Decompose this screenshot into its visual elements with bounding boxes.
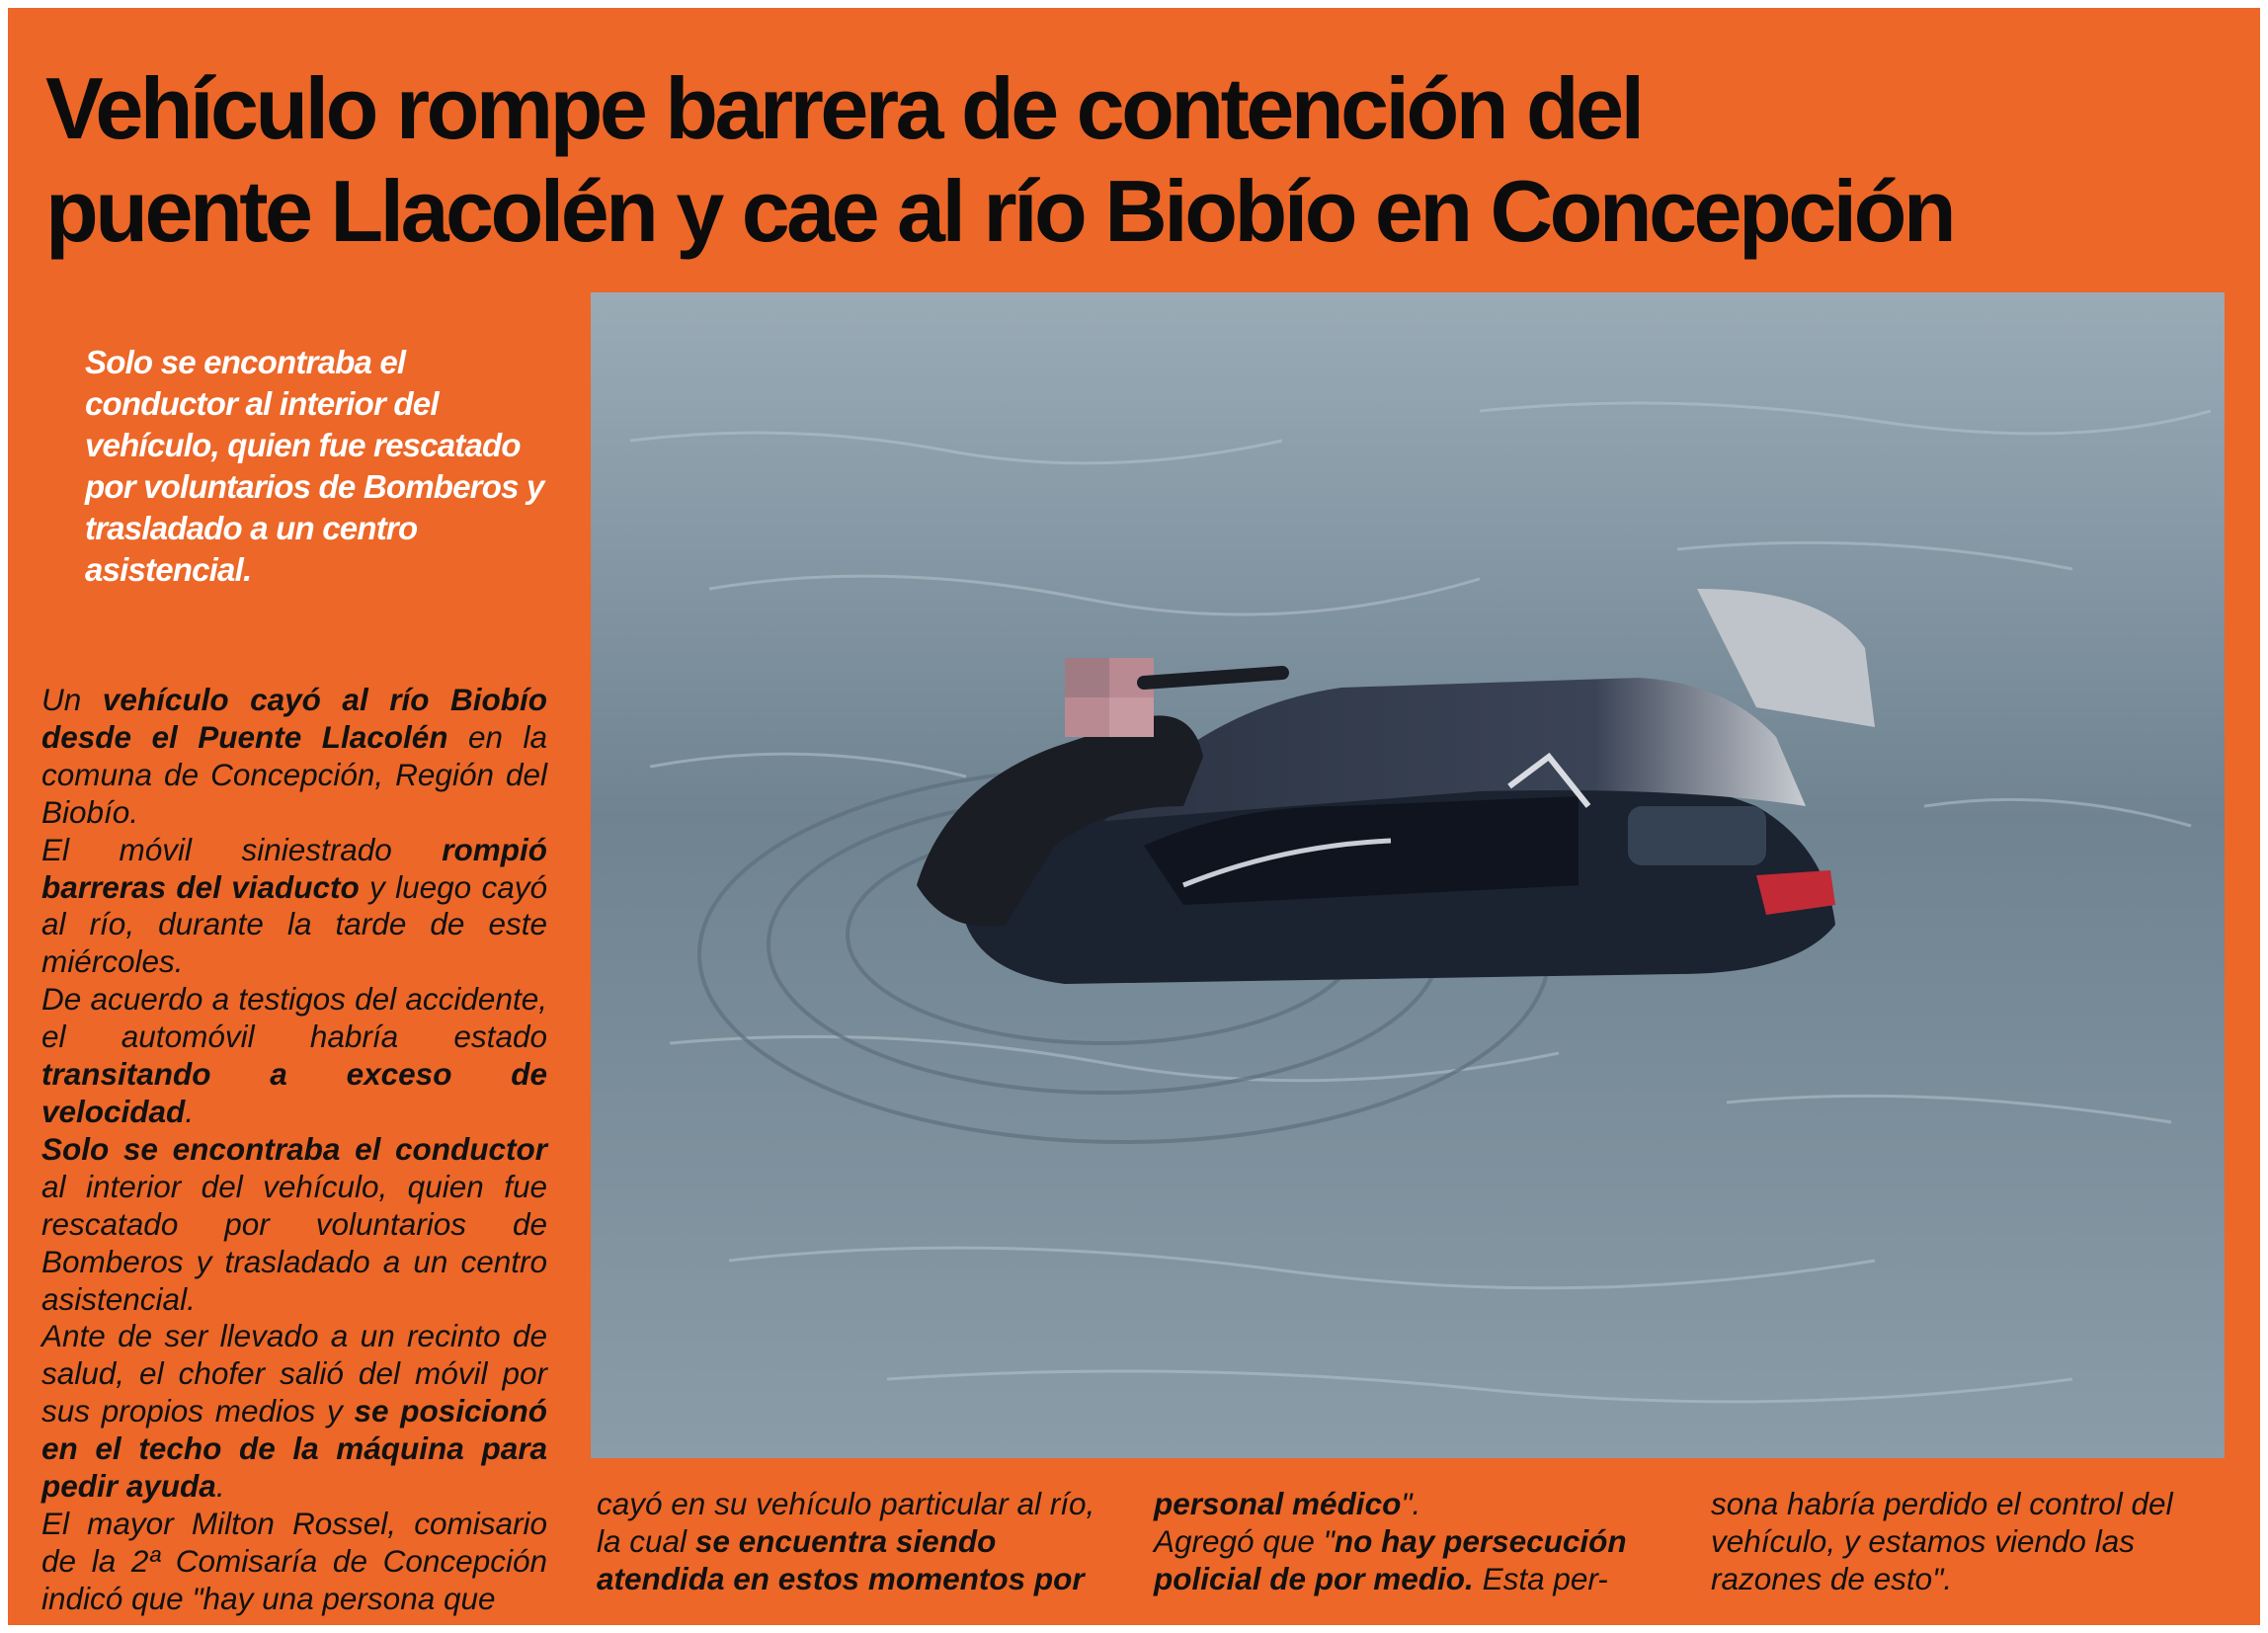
body-paragraph-col2: cayó en su vehículo particular al río, la cual se encuentra siendo atendida en estos momentos por xyxy=(597,1486,1095,1596)
headline-line-2: puente Llacolén y cae al río Biobío en Concepción xyxy=(45,162,1954,260)
body-paragraph-4: Solo se encontraba el conductor al interior del vehículo, quien fue rescatado por voluntarios de Bomberos y trasladado a un centro asistencial. xyxy=(41,1130,547,1317)
body-paragraph-1: Un vehículo cayó al río Biobío desde el Puente Llacolén en la comuna de Concepción, Región del Biobío. xyxy=(41,682,547,830)
body-paragraph-3: De acuerdo a testigos del accidente, el automóvil habría estado transitando a exceso de velocidad. xyxy=(41,981,547,1129)
body-paragraph-2: El móvil siniestrado rompió barreras del viaducto y luego cayó al río, durante la tarde de este miércoles. xyxy=(41,831,547,980)
body-paragraph-col4: sona habría perdido el control del vehículo, y estamos viendo las razones de esto". xyxy=(1711,1486,2173,1596)
headline-line-1: Vehículo rompe barrera de contención del xyxy=(45,59,1642,157)
car-in-river-photo xyxy=(591,292,2225,1458)
body-column-2 xyxy=(597,1486,1110,1598)
body-column-3 xyxy=(1154,1486,1667,1598)
lead-paragraph: Solo se encontraba el conductor al interior del vehículo, quien fue rescatado por voluntarios de Bomberos y trasladado a un centro asistencial. xyxy=(85,344,544,588)
body-paragraph-col3b: Agregó que "no hay persecución policial de por medio. Esta per- xyxy=(1154,1522,1627,1596)
body-paragraph-6: El mayor Milton Rossel, comisario de la 2ª Comisaría de Concepción indicó que "hay una persona que xyxy=(41,1505,547,1616)
article-frame xyxy=(8,8,2260,1625)
news-photo xyxy=(591,292,2225,1458)
headline xyxy=(45,57,2238,263)
body-column-1 xyxy=(41,682,547,1618)
body-paragraph-col3a: personal médico". xyxy=(1154,1486,1421,1521)
body-column-4 xyxy=(1711,1486,2225,1598)
body-paragraph-5: Ante de ser llevado a un recinto de salud, el chofer salió del móvil por sus propios medios y se posicionó en el techo de la máquina para pedir ayuda. xyxy=(41,1318,547,1505)
